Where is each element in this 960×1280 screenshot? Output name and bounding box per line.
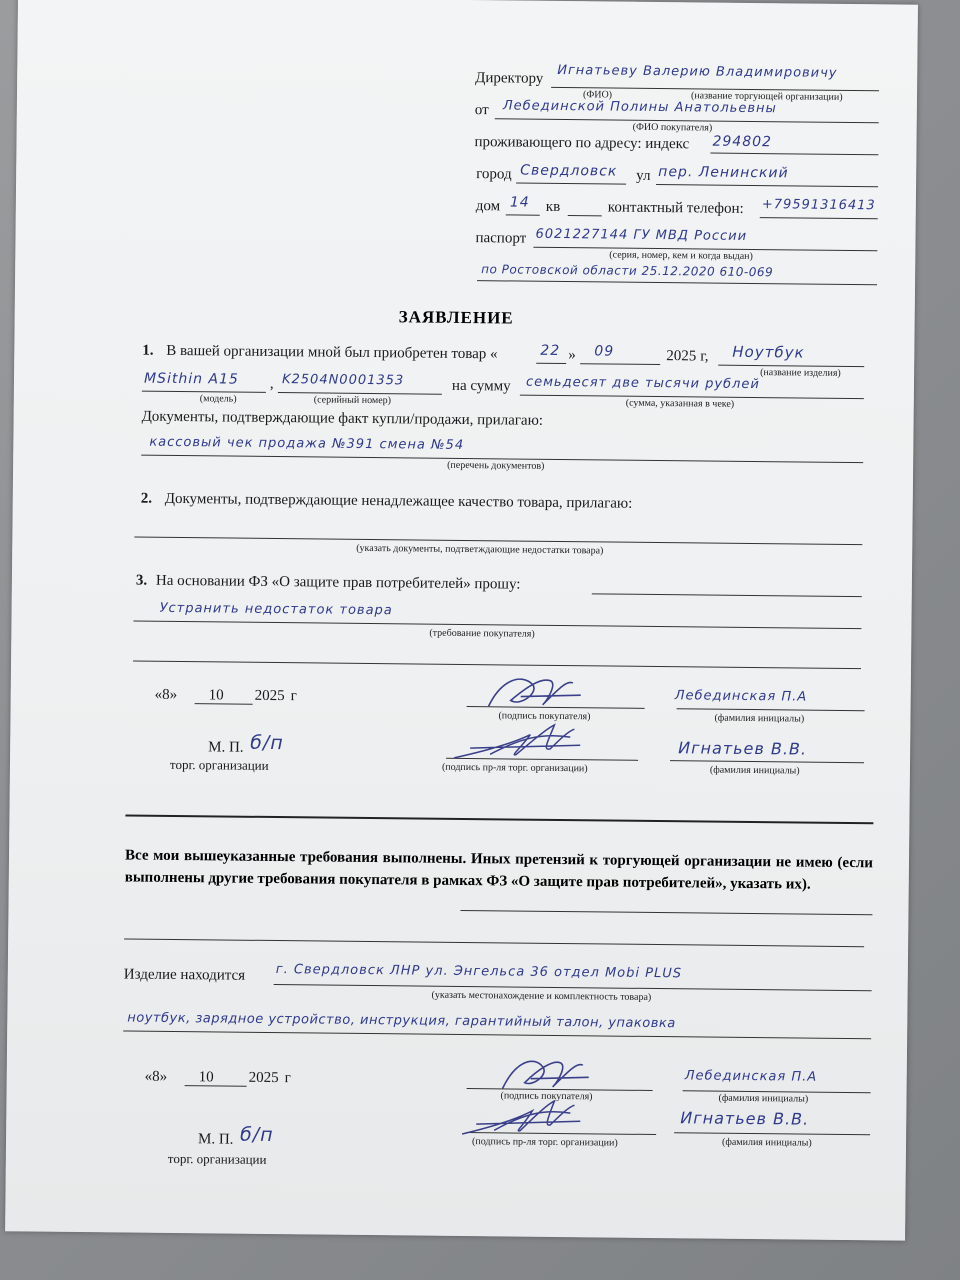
passport-label: паспорт <box>475 230 527 247</box>
location-hint: (указать местонахождение и комплектность товара) <box>431 989 652 1003</box>
sign1-name-hint: (фамилия инициалы) <box>714 712 805 725</box>
product-name: Ноутбук <box>732 342 805 362</box>
sign1-mp-label: М. П. <box>208 739 244 756</box>
index-value: 294802 <box>712 133 773 151</box>
sign2-month: 10 <box>198 1069 214 1086</box>
comma: , <box>269 375 274 392</box>
sign1-month: 10 <box>208 687 224 704</box>
buyer-hint: (ФИО покупателя) <box>632 121 713 134</box>
section2-num: 2. <box>140 490 153 507</box>
purchase-year: 2025 <box>666 348 697 365</box>
sign2-head-sig-hint: (подпись пр-ля торг. организации) <box>471 1136 618 1149</box>
sign1-head-name-hint: (фамилия инициалы) <box>709 764 800 777</box>
address-label: проживающего по адресу: индекс <box>474 134 690 153</box>
sign1-date-open: «8» <box>154 686 178 703</box>
sum-hint: (сумма, указанная в чеке) <box>625 397 735 410</box>
purchase-day: 22 <box>540 342 561 359</box>
passport-value: 6021227144 ГУ МВД России <box>535 226 748 244</box>
location-label: Изделие находится <box>123 966 246 984</box>
org-hint: (название торгующей организации) <box>690 90 843 103</box>
house-label: дом <box>475 198 501 215</box>
house-value: 14 <box>509 194 530 211</box>
sign2-buyer-name: Лебединская П.А <box>684 1068 818 1085</box>
sign2-head-name-hint: (фамилия инициалы) <box>721 1136 812 1149</box>
sign2-mp-value: б/п <box>239 1123 274 1147</box>
section3-text: На основании ФЗ «О защите прав потребителей» прошу: <box>155 572 521 593</box>
section1-text: В вашей организации мной был приобретен товар « <box>166 342 498 363</box>
sign2-year: 2025 <box>248 1069 279 1087</box>
sign2-mp-label: М. П. <box>197 1131 234 1148</box>
application-sheet <box>5 0 918 1241</box>
location-value: г. Свердловск ЛНР ул. Энгельса 36 отдел Mobi PLUS <box>275 962 683 982</box>
product-hint: (название изделия) <box>760 367 841 379</box>
city-value: Свердловск <box>520 162 618 180</box>
purchase-month: 09 <box>594 343 615 360</box>
model-value: MSithin A15 <box>143 370 239 388</box>
kit-value: ноутбук, зарядное устройство, инструкция, гарантийный талон, упаковка <box>127 1010 676 1032</box>
final-paragraph: Все мои вышеуказанные требования выполнены. Иных претензий к торгующей организации не имею (если выполнены другие требования покупателя в рамках ФЗ «О защите прав потребителей», указать их). <box>124 847 874 893</box>
sign2-date-open: «8» <box>144 1068 168 1085</box>
director-label: Директору <box>475 70 544 87</box>
sign2-buyer-sig-hint: (подпись покупателя) <box>500 1090 593 1103</box>
sign2-year-suffix: г <box>284 1070 291 1087</box>
section1-num: 1. <box>142 342 154 359</box>
sign1-head-name: Игнатьев В.В. <box>678 738 808 759</box>
flat-label: кв <box>545 198 561 215</box>
city-label: город <box>476 166 512 183</box>
quote-close: » <box>568 347 576 364</box>
street-label: ул <box>636 167 651 184</box>
page-title: ЗАЯВЛЕНИЕ <box>398 307 514 328</box>
sign1-mp-value: б/п <box>250 731 284 755</box>
phone-value: +79591316413 <box>761 197 876 214</box>
from-label: от <box>474 102 489 119</box>
purchase-year-suffix: г, <box>700 348 709 365</box>
docs-label: Документы, подтверждающие факт купли/продажи, прилагаю: <box>141 408 544 429</box>
section2-hint: (указать документы, подтветждающие недостатки товара) <box>356 542 604 557</box>
sum-label: на сумму <box>451 377 511 395</box>
sign1-buyer-name: Лебединская П.А <box>674 688 808 705</box>
sign1-head-sig-hint: (подпись пр-ля торг. организации) <box>441 761 588 775</box>
serial-hint: (серийный номер) <box>313 394 392 407</box>
model-hint: (модель) <box>199 393 237 405</box>
sum-value: семьдесят две тысячи рублей <box>525 374 760 393</box>
serial-value: K2504N0001353 <box>281 372 405 389</box>
passport-hint: (серия, номер, кем и когда выдан) <box>609 249 753 262</box>
section2-text: Документы, подтверждающие ненадлежащее качество товара, прилагаю: <box>164 490 633 512</box>
sign1-org-label: торг. организации <box>169 756 269 773</box>
sign2-name-hint: (фамилия инициалы) <box>718 1092 809 1105</box>
director-name: Игнатьеву Валерию Владимировичу <box>557 62 838 81</box>
section3-value: Устранить недостаток товара <box>159 600 393 619</box>
sign2-org-label: торг. организации <box>167 1150 267 1167</box>
docs-value: кассовый чек продажа №391 смена №54 <box>149 434 465 453</box>
section3-num: 3. <box>135 572 148 589</box>
sign1-buyer-sig-hint: (подпись покупателя) <box>498 710 591 723</box>
phone-label: контактный телефон: <box>607 199 744 217</box>
sign1-year-suffix: г <box>290 688 297 705</box>
sign2-head-name: Игнатьев В.В. <box>680 1108 810 1129</box>
section3-hint: (требование покупателя) <box>429 627 535 640</box>
fio-hint: (ФИО) <box>582 89 613 101</box>
street-value: пер. Ленинский <box>658 164 789 182</box>
sign1-year: 2025 <box>254 687 285 705</box>
passport-value-2: по Ростовской области 25.12.2020 610-069 <box>481 262 774 280</box>
docs-hint: (перечень документов) <box>447 459 545 472</box>
from-name: Лебединской Полины Анатольевны <box>502 98 777 117</box>
